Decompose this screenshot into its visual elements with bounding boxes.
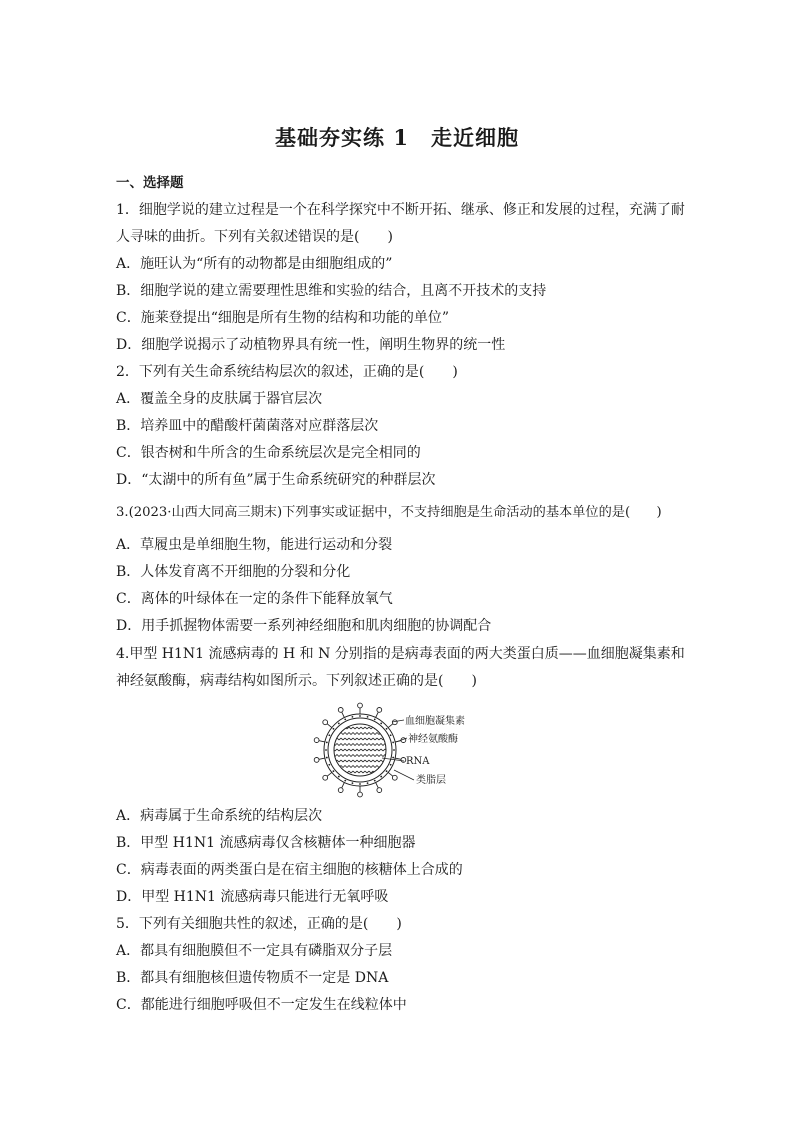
label-neuraminidase: 神经氨酸酶 [408, 734, 458, 745]
lipid-dot [333, 728, 335, 730]
q4-option-d: D．甲型 H1N1 流感病毒只能进行无氧呼吸 [116, 889, 389, 905]
rna-strand [332, 771, 388, 773]
lipid-dot [359, 715, 361, 717]
lipid-dot [380, 723, 382, 725]
q2-option-d: D．“太湖中的所有鱼”属于生命系统研究的种群层次 [116, 472, 436, 488]
q4-option-c: C．病毒表面的两类蛋白是在宿主细胞的核糖体上合成的 [116, 862, 463, 878]
label-lipid-layer: 类脂层 [416, 775, 446, 786]
virus-diagram [308, 700, 478, 800]
hemagglutinin-spike [392, 720, 397, 725]
lipid-dot [359, 783, 361, 785]
q5-option-a: A．都具有细胞膜但不一定具有磷脂双分子层 [116, 943, 393, 959]
q3-option-a: A．草履虫是单细胞生物，能进行运动和分裂 [116, 537, 393, 553]
neuraminidase-spike [338, 708, 343, 713]
lipid-dot [326, 742, 328, 744]
label-hemagglutinin: 血细胞凝集素 [405, 716, 465, 727]
hemagglutinin-spike [338, 788, 343, 793]
lipid-dot [390, 734, 392, 736]
q1-option-a: A．施旺认为“所有的动物都是由细胞组成的” [116, 256, 393, 272]
q4-stem-line1: 4.甲型 H1N1 流感病毒的 H 和 N 分别指的是病毒表面的两大类蛋白质——血细胞凝集素和 [116, 646, 685, 662]
q1-option-d: D．细胞学说揭示了动植物界具有统一性，阐明生物界的统一性 [116, 337, 506, 353]
lipid-dot [333, 770, 335, 772]
virus-structure-figure [308, 700, 478, 800]
spike-stalk [388, 724, 393, 728]
lipid-dot [352, 716, 354, 718]
hemagglutinin-spike [323, 720, 328, 725]
lipid-dot [367, 782, 369, 784]
q2-option-b: B．培养皿中的醋酸杆菌菌落对应群落层次 [116, 418, 379, 434]
page-title: 基础夯实练 1 走近细胞 [275, 125, 519, 150]
hemagglutinin-spike [358, 703, 363, 708]
spike-stalk [388, 772, 393, 776]
lipid-dot [380, 776, 382, 778]
lipid-dot [352, 782, 354, 784]
q3-option-b: B．人体发育离不开细胞的分裂和分化 [116, 564, 351, 580]
spike-stalk [342, 712, 345, 717]
neuraminidase-spike [314, 738, 319, 743]
q2-option-a: A．覆盖全身的皮肤属于器官层次 [116, 391, 323, 407]
q2-stem: 2．下列有关生命系统结构层次的叙述，正确的是( ) [116, 364, 458, 380]
lipid-dot [325, 749, 327, 751]
lipid-dot [374, 780, 376, 782]
label-rna: RNA [406, 756, 430, 767]
lipid-dot [338, 723, 340, 725]
q4-option-b: B．甲型 H1N1 流感病毒仅含核糖体一种细胞器 [116, 835, 416, 851]
spike-stalk [319, 758, 325, 759]
q1-option-b: B．细胞学说的建立需要理性思维和实验的结合，且离不开技术的支持 [116, 283, 547, 299]
hemagglutinin-spike [377, 788, 382, 793]
spike-stalk [327, 724, 332, 728]
lipid-dot [392, 742, 394, 744]
lipid-dot [338, 776, 340, 778]
lipid-dot [386, 770, 388, 772]
lipid-dot [386, 728, 388, 730]
q5-option-b: B．都具有细胞核但遗传物质不一定是 DNA [116, 970, 389, 986]
neuraminidase-spike [358, 792, 363, 797]
lipid-dot [326, 757, 328, 759]
q3-option-c: C．离体的叶绿体在一定的条件下能释放氧气 [116, 591, 393, 607]
q4-stem-line2: 神经氨酸酶，病毒结构如图所示。下列叙述正确的是( ) [116, 673, 477, 689]
q5-stem: 5．下列有关细胞共性的叙述，正确的是( ) [116, 916, 402, 932]
lipid-dot [393, 749, 395, 751]
lipid-dot [344, 718, 346, 720]
spike-stalk [395, 758, 401, 759]
lipid-dot [328, 734, 330, 736]
hemagglutinin-spike [314, 758, 319, 763]
spike-stalk [376, 712, 379, 717]
spike-stalk [376, 782, 379, 787]
lipid-dot [374, 718, 376, 720]
spike-stalk [319, 741, 325, 742]
q1-option-c: C．施莱登提出“细胞是所有生物的结构和功能的单位” [116, 310, 450, 326]
spike-stalk [327, 772, 332, 776]
q4-option-a: A．病毒属于生命系统的结构层次 [116, 808, 323, 824]
neuraminidase-spike [323, 775, 328, 780]
q1-stem-line1: 1．细胞学说的建立过程是一个在科学探究中不断开拓、继承、修正和发展的过程，充满了耐 [116, 202, 685, 218]
spike-stalk [342, 782, 345, 787]
section-heading: 一、选择题 [116, 175, 184, 191]
q1-stem-line2: 人寻味的曲折。下列有关叙述错误的是( ) [116, 229, 393, 245]
neuraminidase-spike [377, 708, 382, 713]
lipid-dot [328, 764, 330, 766]
lipid-dot [392, 757, 394, 759]
q5-option-c: C．都能进行细胞呼吸但不一定发生在线粒体中 [116, 997, 407, 1013]
q3-option-d: D．用手抓握物体需要一系列神经细胞和肌肉细胞的协调配合 [116, 618, 492, 634]
neuraminidase-spike [392, 775, 397, 780]
q2-option-c: C．银杏树和牛所含的生命系统层次是完全相同的 [116, 445, 421, 461]
q3-stem: 3.(2023·山西大同高三期末)下列事实或证据中，不支持细胞是生命活动的基本单位的是( ) [116, 505, 662, 520]
lipid-dot [344, 780, 346, 782]
lipid-dot [390, 764, 392, 766]
rna-strand [332, 727, 388, 729]
lipid-dot [367, 716, 369, 718]
